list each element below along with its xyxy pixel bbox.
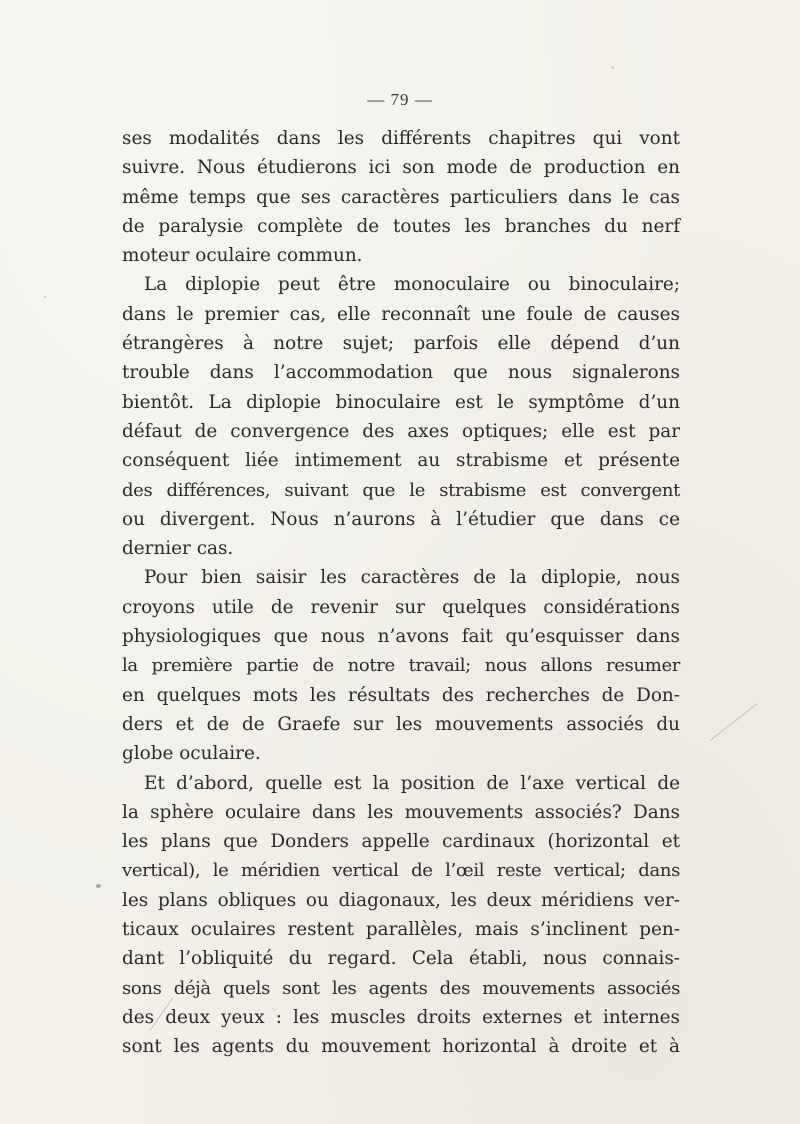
text-line: ou divergent. Nous n’aurons à l’étudier que dans ce [122,508,680,530]
text-line: des deux yeux : les muscles droits externes et internes [122,1006,680,1028]
text-line: physiologiques que nous n’avons fait qu’esquisser dans [122,626,680,648]
text-line: sons déjà quels sont les agents des mouvements associés [122,977,680,999]
text-line: de paralysie complète de toutes les branches du nerf [122,215,680,237]
text-line: ticaux oculaires restent parallèles, mais s’inclinent pen- [122,919,680,941]
text-line: défaut de convergence des axes optiques; elle est par [122,420,680,442]
text-line: dernier cas. [122,538,234,560]
text-line: La diplopie peut être monoculaire ou binoculaire; [144,274,680,296]
text-line: Et d’abord, quelle est la position de l’axe vertical de [144,772,680,794]
text-line: étrangères à notre sujet; parfois elle dépend d’un [122,333,680,355]
text-line: croyons utile de revenir sur quelques considérations [122,596,680,618]
text-line: globe oculaire. [122,743,261,765]
paper-speck [611,66,614,69]
paper-speck [96,884,101,888]
body-text [122,124,680,1062]
text-line: suivre. Nous étudierons ici son mode de production en [122,157,680,179]
text-line: Pour bien saisir les caractères de la diplopie, nous [144,567,680,589]
text-line: dant l’obliquité du regard. Cela établi, nous connais- [122,948,680,970]
text-line: en quelques mots les résultats des recherches de Don- [122,684,680,706]
paper-speck [44,296,46,298]
text-line: les plans que Donders appelle cardinaux (horizontal et [122,831,680,853]
text-line: moteur oculaire commun. [122,245,363,267]
text-line: des différences, suivant que le strabisme est convergent [122,479,680,501]
text-line: la première partie de notre travail; nous allons resumer [122,655,680,677]
text-line: ses modalités dans les différents chapitres qui vont [122,128,680,149]
paper-scratch [710,703,758,741]
text-line: sont les agents du mouvement horizontal à droite et à [122,1036,680,1058]
text-line: les plans obliques ou diagonaux, les deux méridiens ver- [122,889,680,911]
text-line: vertical), le méridien vertical de l’œil reste vertical; dans [122,860,680,882]
text-line: trouble dans l’accommodation que nous signalerons [122,362,680,384]
text-line: dans le premier cas, elle reconnaît une foule de causes [122,303,680,325]
page-number: — 79 — [367,90,433,109]
text-line: bientôt. La diplopie binoculaire est le symptôme d’un [122,391,680,413]
text-line: la sphère oculaire dans les mouvements associés? Dans [122,801,680,823]
text-line: ders et de de Graefe sur les mouvements associés du [122,713,680,735]
text-line: conséquent liée intimement au strabisme et présente [122,450,680,472]
text-line: même temps que ses caractères particuliers dans le cas [122,186,680,208]
